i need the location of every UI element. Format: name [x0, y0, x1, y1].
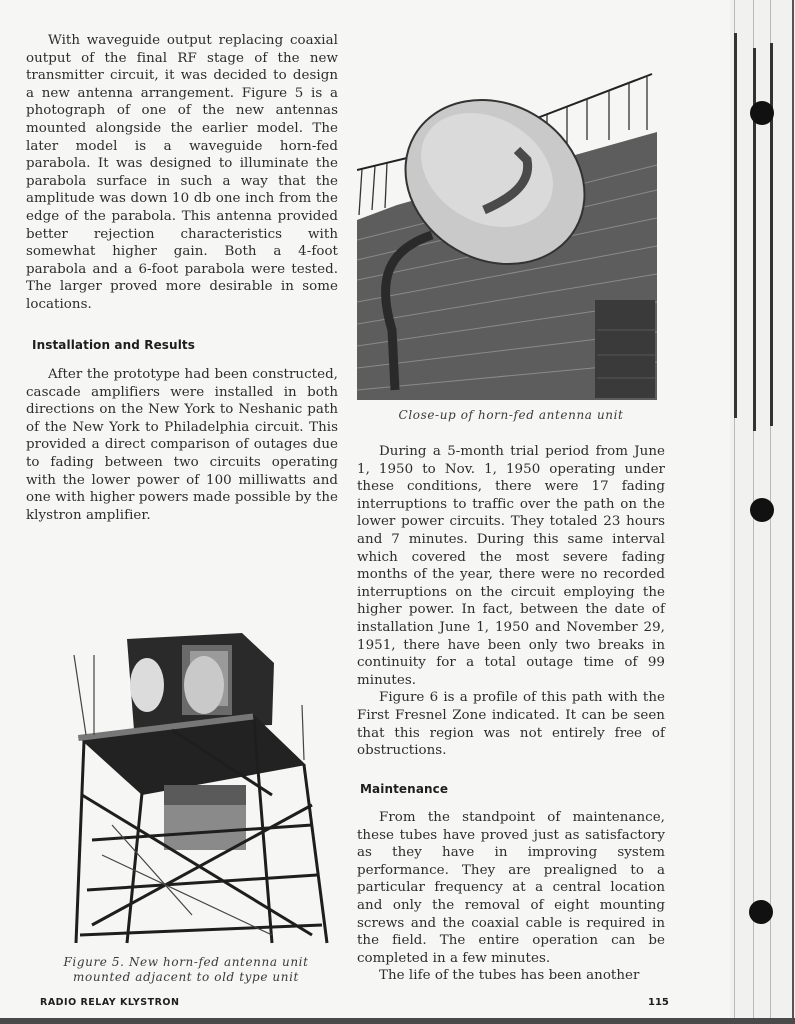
binder-hole: [749, 900, 773, 924]
running-title: RADIO RELAY KLYSTRON: [40, 997, 180, 1008]
intro-paragraph: [26, 32, 338, 314]
binder-edge: [730, 0, 795, 1024]
figure5-caption-line1: Figure 5. New horn-fed antenna unit: [63, 955, 309, 969]
new-antenna-dish: [184, 656, 224, 714]
binder-edge-line: [792, 0, 794, 1024]
section-heading-maintenance: Maintenance: [360, 782, 449, 796]
section-heading-installation: Installation and Results: [32, 338, 195, 352]
installation-paragraph: [26, 366, 338, 524]
figure5-tower-photo: [72, 625, 332, 945]
maintenance-paragraph-text: From the standpoint of maintenance, these tubes have proved just as satisfactory as they have in improving system performance. They are prealigned to a particular frequency at a central location and only the removal of eight mounting screws and the coaxial cable is required in the field. The entire operation can be completed in a few minutes.: [357, 810, 665, 966]
old-antenna-dish: [130, 658, 164, 712]
binder-hole: [750, 498, 774, 522]
life-paragraph-text: The life of the tubes has been another: [379, 968, 640, 984]
binder-rule: [770, 43, 773, 426]
figure6-paragraph-text: Figure 6 is a profile of this path with the First Fresnel Zone indicated. It can be seen that this region was not entirely free of obstructions.: [357, 690, 665, 759]
figure5-caption-line2: mounted adjacent to old type unit: [73, 970, 299, 984]
binder-rule: [734, 33, 737, 418]
trial-paragraph: [357, 443, 665, 760]
trial-paragraph-text: During a 5-month trial period from June 1, 1950 to Nov. 1, 1950 operating under these conditions, there were 17 fading interruptions to traffic over the path on the lower power circuits. They totaled 23 hours and 7 minutes. During this same interval which covered the most severe fading months of the year, there were no recorded interruptions on the circuit employing the higher power. In fact, between the date of installation June 1, 1950 and November 29, 1951, there have been only two breaks in continuity for a total outage time of 99 minutes.: [357, 444, 665, 688]
scan-bottom-edge: [0, 1018, 795, 1024]
photo-caption: Close-up of horn-fed antenna unit: [398, 408, 624, 422]
maintenance-paragraph: [357, 809, 665, 985]
page-number: 115: [648, 997, 669, 1008]
intro-paragraph-text: With waveguide output replacing coaxial output of the final RF stage of the new transmitter circuit, it was decided to design a new antenna arrangement. Figure 5 is a photograph of one of the new antennas mounted alongside the earlier model. The later model is a waveguide horn-fed parabola. It was designed to illuminate the parabola surface in such a way that the amplitude was down 10 db one inch from the edge of the parabola. This antenna provided better rejection characteristics with somewhat higher gain. Both a 4-foot parabola and a 6-foot parabola were tested. The larger proved more desirable in some locations.: [26, 33, 338, 312]
binder-hole: [750, 101, 774, 125]
horn-fed-antenna-photo: [357, 70, 657, 400]
figure5-caption: [40, 955, 332, 985]
installation-paragraph-text: After the prototype had been constructed, cascade amplifiers were installed in both directions on the New York to Neshanic path of the New York to Philadelphia circuit. This provided a direct comparison of outages due to fading between two circuits operating with the lower power of 100 milliwatts and one with higher powers made possible by the klystron amplifier.: [26, 367, 338, 523]
